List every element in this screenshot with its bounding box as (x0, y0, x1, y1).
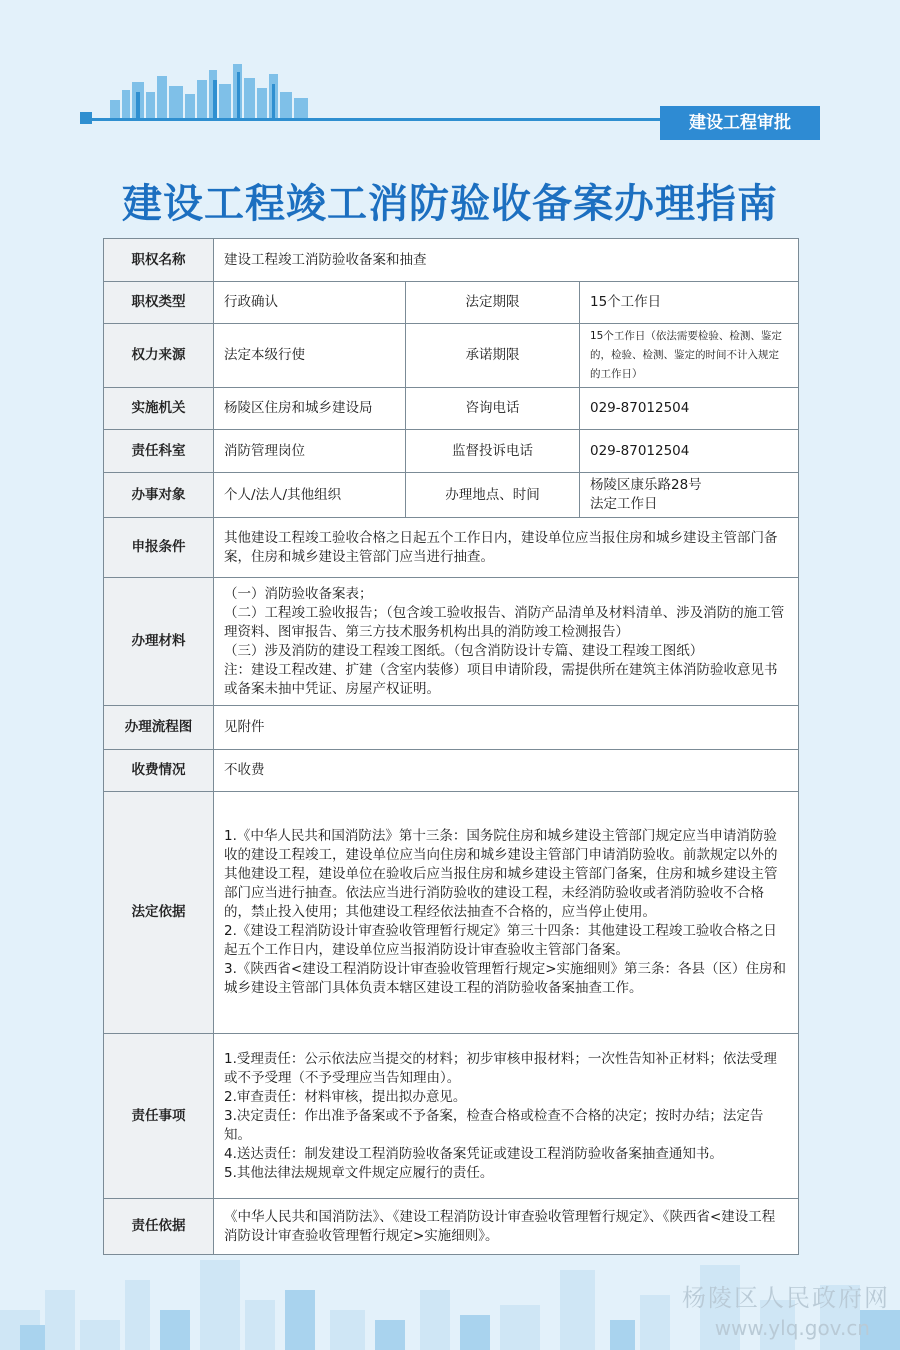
row-label: 申报条件 (104, 518, 214, 578)
responsibility-line: 3.决定责任：作出准予备案或不予备案，检查合格或检查不合格的决定；按时办结；法定告知。 (224, 1107, 764, 1143)
row-label-secondary: 法定期限 (406, 282, 580, 324)
table-row (104, 750, 799, 792)
material-line: （二）工程竣工验收报告；（包含竣工验收报告、消防产品清单及材料清单、涉及消防的施工管理资料、图审报告、第三方技术服务机构出具的消防竣工检测报告） (224, 604, 785, 640)
table-row (104, 706, 799, 750)
material-line: （一）消防验收备案表； (224, 585, 373, 602)
row-label-secondary: 咨询电话 (406, 388, 580, 430)
table-row (104, 430, 799, 473)
row-label: 权力来源 (104, 324, 214, 388)
legal-basis-line: 1.《中华人民共和国消防法》第十三条：国务院住房和城乡建设主管部门规定应当申请消防验收的建设工程竣工，建设单位应当向住房和城乡建设主管部门申请消防验收。前款规定以外的其他建设工程，建设单位在验收后应当报住房和城乡建设主管部门备案，住房和城乡建设主管部门应当进行抽查。依法应当进行消防验收的建设工程，未经消防验收或者消防验收不合格的，禁止投入使用；其他建设工程经依法抽查不合格的，应当停止使用。 (224, 828, 778, 920)
row-value: 杨陵区住房和城乡建设局 (214, 388, 406, 430)
responsibility-line: 1.受理责任：公示依法应当提交的材料；初步审核申报材料；一次性告知补正材料；依法受理或不予受理（不予受理应当告知理由）。 (224, 1050, 777, 1086)
table-row (104, 518, 799, 578)
row-value: 其他建设工程竣工验收合格之日起五个工作日内，建设单位应当报住房和城乡建设主管部门备案，住房和城乡建设主管部门应当进行抽查。 (214, 518, 799, 578)
row-value-secondary: 029-87012504 (580, 388, 799, 430)
row-value: 法定本级行使 (214, 324, 406, 388)
row-label: 责任事项 (104, 1034, 214, 1199)
row-value (214, 792, 799, 1034)
row-label: 收费情况 (104, 750, 214, 792)
row-label: 责任科室 (104, 430, 214, 473)
row-label: 职权名称 (104, 239, 214, 282)
legal-basis-line: 2.《建设工程消防设计审查验收管理暂行规定》第三十四条：其他建设工程竣工验收合格之日起五个工作日内，建设单位应当报消防设计审查验收主管部门备案。 (224, 923, 777, 958)
row-label: 实施机关 (104, 388, 214, 430)
row-value (214, 1034, 799, 1199)
row-value: 消防管理岗位 (214, 430, 406, 473)
site-watermark: 杨陵区人民政府网 (682, 1284, 890, 1312)
material-line: （三）涉及消防的建设工程竣工图纸。（包含消防设计专篇、建设工程竣工图纸） (224, 642, 704, 659)
table-row (104, 473, 799, 518)
responsibility-line: 5.其他法律法规规章文件规定应履行的责任。 (224, 1164, 494, 1181)
row-value: 《中华人民共和国消防法》、《建设工程消防设计审查验收管理暂行规定》、《陕西省<建设工程消防设计审查验收管理暂行规定>实施细则》。 (214, 1199, 799, 1255)
row-value-secondary: 15个工作日（依法需要检验、检测、鉴定的，检验、检测、鉴定的时间不计入规定的工作日） (580, 324, 799, 388)
row-label: 办理流程图 (104, 706, 214, 750)
table-row (104, 388, 799, 430)
table-row (104, 1034, 799, 1199)
responsibility-line: 2.审查责任：材料审核，提出拟办意见。 (224, 1088, 467, 1105)
category-tag: 建设工程审批 (660, 106, 820, 140)
legal-basis-line: 3.《陕西省<建设工程消防设计审查验收管理暂行规定>实施细则》第三条：各县（区）住房和城乡建设主管部门具体负责本辖区建设工程的消防验收备案抽查工作。 (224, 961, 787, 996)
row-label: 职权类型 (104, 282, 214, 324)
row-value: 个人/法人/其他组织 (214, 473, 406, 518)
row-value: 见附件 (214, 706, 799, 750)
table-row (104, 239, 799, 282)
office-address: 杨陵区康乐路28号 (590, 477, 702, 493)
row-label: 办理材料 (104, 578, 214, 706)
page-title: 建设工程竣工消防验收备案办理指南 (122, 181, 778, 227)
table-row (104, 1199, 799, 1255)
material-line: 注：建设工程改建、扩建（含室内装修）项目申请阶段，需提供所在建筑主体消防验收意见书或备案未抽中凭证、房屋产权证明。 (224, 661, 778, 697)
table-row (104, 578, 799, 706)
city-skyline-top (110, 62, 310, 118)
row-value-secondary: 029-87012504 (580, 430, 799, 473)
row-value-secondary: 15个工作日 (580, 282, 799, 324)
row-value-secondary (580, 473, 799, 518)
responsibility-line: 4.送达责任：制发建设工程消防验收备案凭证或建设工程消防验收备案抽查通知书。 (224, 1145, 723, 1162)
row-label: 责任依据 (104, 1199, 214, 1255)
row-value (214, 578, 799, 706)
row-label-secondary: 办理地点、时间 (406, 473, 580, 518)
row-value: 不收费 (214, 750, 799, 792)
table-row (104, 282, 799, 324)
row-label: 法定依据 (104, 792, 214, 1034)
guide-table (103, 238, 799, 1255)
row-value: 行政确认 (214, 282, 406, 324)
row-label-secondary: 监督投诉电话 (406, 430, 580, 473)
office-hours: 法定工作日 (590, 496, 658, 512)
site-url-watermark: www.ylq.gov.cn (714, 1316, 870, 1340)
table-row (104, 792, 799, 1034)
row-value: 建设工程竣工消防验收备案和抽查 (214, 239, 799, 282)
table-row (104, 324, 799, 388)
row-label: 办事对象 (104, 473, 214, 518)
row-label-secondary: 承诺期限 (406, 324, 580, 388)
